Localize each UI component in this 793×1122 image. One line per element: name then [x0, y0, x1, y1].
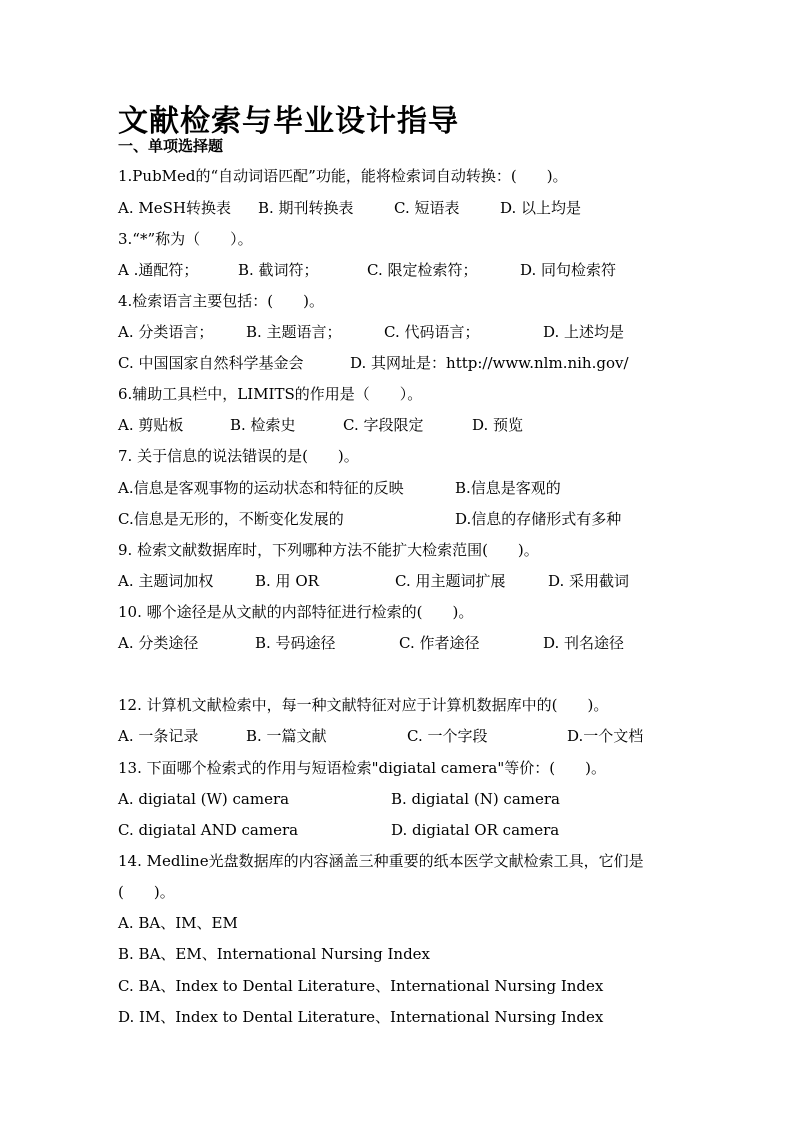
question-7: 7. 关于信息的说法错误的是( )。	[118, 447, 359, 465]
option-d: D. 上述均是	[543, 323, 625, 341]
option-d: D.一个文档	[567, 727, 644, 745]
option-a: A. 主题词加权	[118, 572, 214, 590]
option-a: A. 分类途径	[118, 634, 199, 652]
option-a: A. digiatal (W) camera	[118, 790, 290, 808]
option-b: B. 号码途径	[255, 634, 336, 652]
option-c: C. 一个字段	[407, 727, 488, 745]
option-d: D.信息的存储形式有多种	[455, 510, 622, 528]
option-b: B. 用 OR	[255, 572, 319, 590]
page-title: 文献检索与毕业设计指导	[118, 104, 459, 139]
question-3: 3.“*”称为（ ）。	[118, 230, 253, 248]
option-c: C. digiatal AND camera	[118, 821, 299, 839]
option-c: C. 代码语言；	[384, 323, 480, 341]
option-c: C. 作者途径	[399, 634, 480, 652]
option-c: C.信息是无形的，不断变化发展的	[118, 510, 344, 528]
option-c: C. 用主题词扩展	[395, 572, 506, 590]
option-c: C. 短语表	[394, 199, 460, 217]
option-a: A. 分类语言；	[118, 323, 214, 341]
question-14: 14. Medline光盘数据库的内容涵盖三种重要的纸本医学文献检索工具，它们是	[118, 852, 644, 870]
option-a: A.信息是客观事物的运动状态和特征的反映	[118, 479, 404, 497]
question-10: 10. 哪个途径是从文献的内部特征进行检索的( )。	[118, 603, 474, 621]
question-14-option-d: D. IM、Index to Dental Literature、International Nursing Index	[118, 1008, 604, 1026]
question-14-option-a: A. BA、IM、EM	[118, 914, 238, 932]
option-c: C. 限定检索符；	[367, 261, 478, 279]
option-b: B. digiatal (N) camera	[391, 790, 560, 808]
section-heading: 一、单项选择题	[118, 137, 224, 155]
option-b: B. 截词符；	[238, 261, 319, 279]
option-a: A. MeSH转换表	[118, 199, 231, 217]
question-14-continued: ( )。	[118, 883, 175, 901]
question-12: 12. 计算机文献检索中，每一种文献特征对应于计算机数据库中的( )。	[118, 696, 609, 714]
question-6: 6.辅助工具栏中，LIMITS的作用是（ ）。	[118, 385, 423, 403]
question-1: 1.PubMed的“自动词语匹配”功能，能将检索词自动转换：( )。	[118, 167, 568, 185]
option-d: D. 同句检索符	[520, 261, 617, 279]
question-13: 13. 下面哪个检索式的作用与短语检索"digiatal camera"等价：( )。	[118, 759, 606, 777]
question-14-option-b: B. BA、EM、International Nursing Index	[118, 945, 431, 963]
option-b: B. 主题语言；	[246, 323, 342, 341]
option-d: D. digiatal OR camera	[391, 821, 560, 839]
option-c: C. 字段限定	[343, 416, 424, 434]
question-9: 9. 检索文献数据库时，下列哪种方法不能扩大检索范围( )。	[118, 541, 539, 559]
option-d: D. 刊名途径	[543, 634, 625, 652]
question-14-option-c: C. BA、Index to Dental Literature、International Nursing Index	[118, 977, 604, 995]
option-a: A. 剪贴板	[118, 416, 184, 434]
option-b: B. 期刊转换表	[258, 199, 354, 217]
option-a: A. 一条记录	[118, 727, 199, 745]
option-d: D. 其网址是：http://www.nlm.nih.gov/	[350, 354, 629, 372]
option-b: B.信息是客观的	[455, 479, 561, 497]
option-b: B. 检索史	[230, 416, 296, 434]
question-4: 4.检索语言主要包括：( )。	[118, 292, 325, 310]
option-d: D. 预览	[472, 416, 524, 434]
option-b: B. 一篇文献	[246, 727, 327, 745]
option-d: D. 以上均是	[500, 199, 582, 217]
option-d: D. 采用截词	[548, 572, 630, 590]
option-c: C. 中国国家自然科学基金会	[118, 354, 304, 372]
option-a: A .通配符；	[118, 261, 199, 279]
